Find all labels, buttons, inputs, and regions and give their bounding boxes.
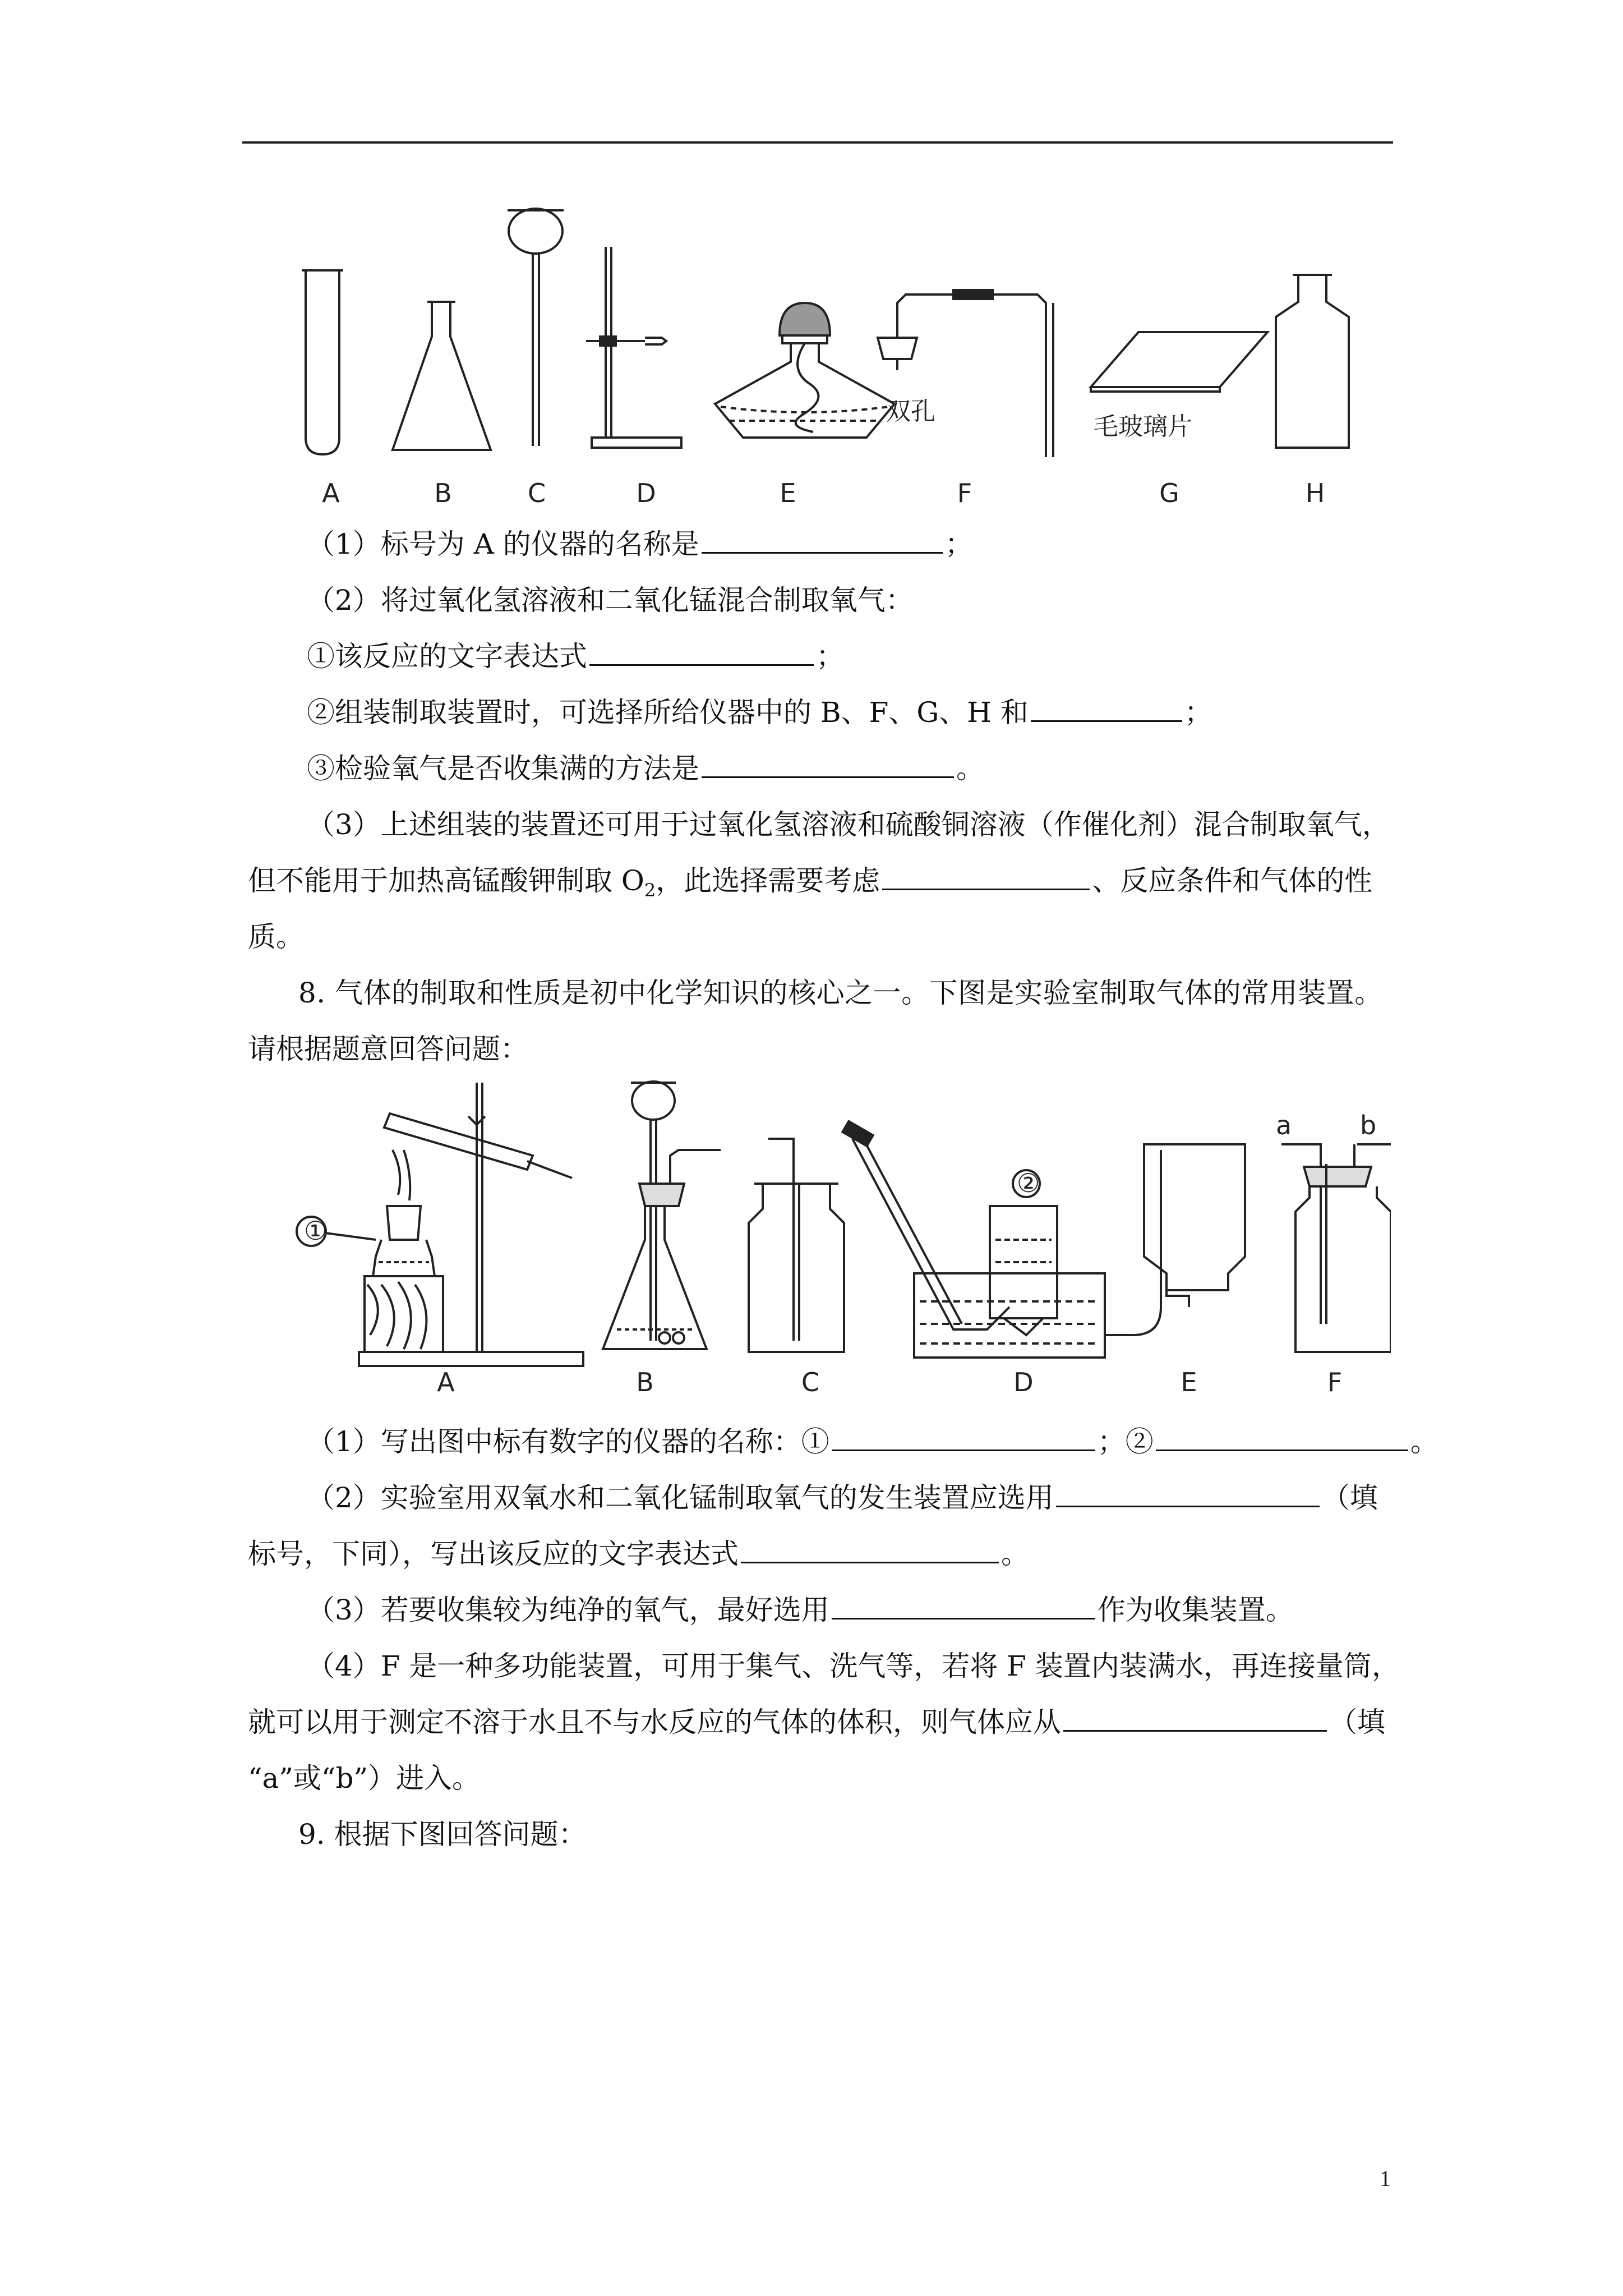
frosted-glass-plate-drawing <box>1091 332 1267 392</box>
q8-part4-text3: “a”或“b”）进入。 <box>248 1762 481 1795</box>
apparatus-e-drawing <box>1105 1144 1245 1335</box>
instrument-label-e: E <box>780 478 796 508</box>
q8-intro-text2: 请根据题意回答问题： <box>248 1033 528 1065</box>
conical-flask-drawing <box>393 302 491 450</box>
q7-part2a-end: ； <box>816 640 844 673</box>
apparatus-a-drawing <box>297 1083 583 1366</box>
q8-part4-text2b: （填 <box>1329 1706 1385 1738</box>
apparatus-drawing <box>292 1071 1391 1408</box>
answer-blank[interactable] <box>1031 691 1182 722</box>
apparatus-label-b: B <box>636 1367 654 1397</box>
q8-part3 <box>248 1582 1456 1638</box>
figure-instruments <box>280 191 1368 516</box>
apparatus-label-e: E <box>1181 1367 1197 1397</box>
q8-part4-line2 <box>248 1694 1398 1750</box>
q8-part1-end: 。 <box>1410 1425 1438 1458</box>
answer-blank[interactable] <box>1156 1420 1408 1451</box>
q8-part1 <box>248 1414 1456 1470</box>
q7-part2c-text: ③检验氧气是否收集满的方法是 <box>307 752 699 785</box>
q8-intro-line1 <box>248 965 1448 1021</box>
q7-part1 <box>248 516 1456 572</box>
header-rule <box>242 141 1393 144</box>
q7-part2b <box>248 684 1456 740</box>
instrument-label-c: C <box>527 478 546 508</box>
q8-part4-text1: （4）F 是一种多功能装置，可用于集气、洗气等，若将 F 装置内装满水，再连接量筒， <box>307 1650 1400 1682</box>
apparatus-f-drawing <box>1281 1144 1391 1352</box>
q9-intro <box>248 1806 1448 1862</box>
q7-part3-text2c: 、反应条件和气体的性 <box>1092 864 1373 897</box>
answer-blank[interactable] <box>1063 1701 1327 1732</box>
q7-part2b-text: ②组装制取装置时，可选择所给仪器中的 B、F、G、H 和 <box>307 696 1029 729</box>
q8-intro-line2 <box>248 1021 1398 1077</box>
long-neck-funnel-drawing <box>508 209 564 446</box>
q8-part2-end: 。 <box>1001 1538 1029 1570</box>
q7-part1-end: ； <box>944 528 973 560</box>
answer-blank[interactable] <box>832 1589 1095 1619</box>
instrument-label-g: G <box>1159 478 1179 508</box>
q7-part2c <box>248 740 1456 797</box>
apparatus-b-drawing <box>603 1082 721 1349</box>
q7-part3-line1 <box>248 797 1456 853</box>
q8-part3-text-b: 作为收集装置。 <box>1097 1594 1294 1626</box>
test-tube-drawing <box>302 270 343 454</box>
q7-part3-line3 <box>248 909 1398 965</box>
g-tag: 毛玻璃片 <box>1094 412 1192 441</box>
q7-part2a <box>248 628 1456 684</box>
figure-apparatus <box>292 1071 1391 1408</box>
q8-intro-text1: 8. 气体的制取和性质是初中化学知识的核心之一。下图是实验室制取气体的常用装置。 <box>298 977 1383 1009</box>
q8-part4-line3 <box>248 1750 1398 1806</box>
apparatus-label-a: A <box>437 1367 455 1397</box>
q8-part2-text-c: 标号，下同），写出该反应的文字表达式 <box>248 1538 739 1570</box>
answer-blank[interactable] <box>832 1420 1095 1451</box>
f-tag: 双孔 <box>886 397 935 426</box>
answer-blank[interactable] <box>1056 1476 1320 1507</box>
apparatus-label-c: C <box>801 1367 820 1397</box>
instrument-label-h: H <box>1305 478 1325 508</box>
q8-part2-line1 <box>248 1470 1456 1526</box>
q7-part2a-text: ①该反应的文字表达式 <box>307 640 587 673</box>
apparatus-c-drawing <box>749 1139 844 1352</box>
q8-part1-text-a: （1）写出图中标有数字的仪器的名称：① <box>307 1425 829 1458</box>
q8-part2-line2 <box>248 1526 1398 1582</box>
marker-1: ① <box>304 1216 328 1246</box>
instrument-label-f: F <box>957 478 972 508</box>
q7-part1-text: （1）标号为 A 的仪器的名称是 <box>307 528 699 560</box>
gas-collecting-bottle-drawing <box>1276 275 1349 448</box>
alcohol-lamp-drawing <box>715 303 895 438</box>
q7-part3-text2a: 但不能用于加热高锰酸钾制取 O <box>248 864 644 897</box>
q8-part2-text-b: （填 <box>1321 1481 1378 1514</box>
q8-part4-line1 <box>248 1638 1456 1694</box>
q7-part2 <box>248 572 1456 628</box>
q8-part2-text-a: （2）实验室用双氧水和二氧化锰制取氧气的发生装置应选用 <box>307 1481 1054 1514</box>
page-number: 1 <box>1380 2166 1391 2191</box>
apparatus-label-d: D <box>1013 1367 1034 1397</box>
q8-part4-text2a: 就可以用于测定不溶于水且不与水反应的气体的体积，则气体应从 <box>248 1706 1061 1738</box>
instrument-label-b: B <box>434 478 452 508</box>
instrument-label-d: D <box>636 478 656 508</box>
stopper-with-tube-drawing <box>878 290 1053 457</box>
marker-2: ② <box>1017 1168 1040 1198</box>
port-b-label: b <box>1360 1110 1377 1140</box>
q7-part3-text2b: ，此选择需要考虑 <box>656 864 880 897</box>
apparatus-label-f: F <box>1327 1367 1343 1397</box>
q7-part2c-end: 。 <box>956 752 984 785</box>
subscript-2: 2 <box>644 880 656 901</box>
answer-blank[interactable] <box>702 523 943 554</box>
answer-blank[interactable] <box>882 859 1090 890</box>
q8-part1-text-b: ；② <box>1097 1425 1154 1458</box>
q7-part3-text3: 质。 <box>248 921 304 953</box>
instrument-label-a: A <box>322 478 340 508</box>
q9-intro-text: 9. 根据下图回答问题： <box>298 1818 587 1851</box>
port-a-label: a <box>1276 1110 1292 1140</box>
answer-blank[interactable] <box>589 635 814 666</box>
q8-part3-text-a: （3）若要收集较为纯净的氧气，最好选用 <box>307 1594 829 1626</box>
answer-blank[interactable] <box>702 747 954 778</box>
q7-part2b-end: ； <box>1184 696 1212 729</box>
q7-part2-text: （2）将过氧化氢溶液和二氧化锰混合制取氧气： <box>307 584 914 616</box>
apparatus-d-drawing <box>842 1121 1105 1358</box>
instruments-drawing <box>280 191 1368 516</box>
answer-blank[interactable] <box>741 1533 999 1563</box>
iron-stand-drawing <box>586 247 681 448</box>
q7-part3-text1: （3）上述组装的装置还可用于过氧化氢溶液和硫酸铜溶液（作催化剂）混合制取氧气， <box>307 808 1390 841</box>
